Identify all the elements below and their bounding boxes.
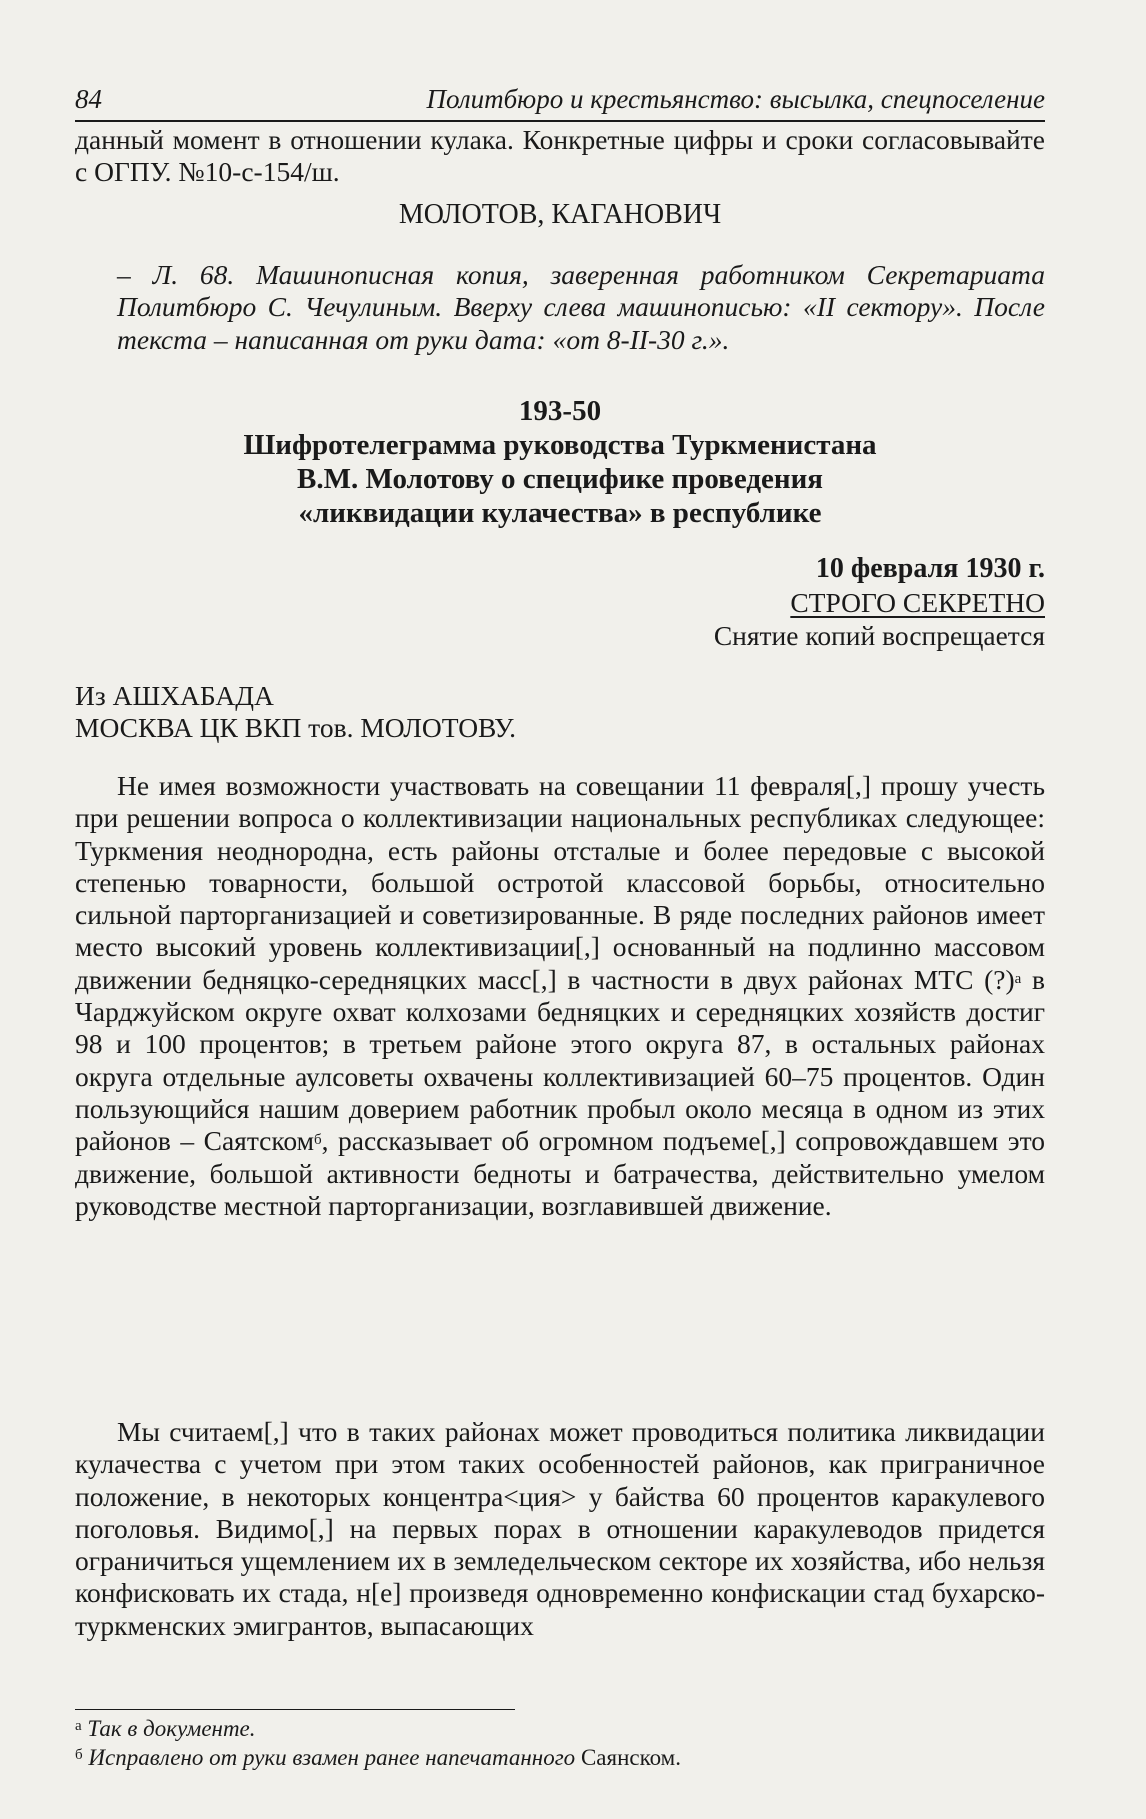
body-paragraph-1: Не имея возможности участвовать на совещании 11 февраля[,] прошу учесть при решении вопроса о коллективизации национальных республиках следующее: Туркмения неоднородна, есть районы отсталые и более передовые с высокой степенью товарности, большой остротой классовой борьбы, относительно сильной парторганизацией и советизированные. В ряде последних районов имеет место высокий уровень коллективизации[,] основанный на подлинно массовом движении бедняцко-середняцких масс[,] в частности в двух районах МТС (?)$^а$ в Чарджуйском округе охват колхозами бедняцких и середняцких хозяйств достиг 98 и 100 процентов; в третьем районе этого округа 87, в остальных районах округа отдельные аулсоветы охвачены коллективизацией 60–75 процентов. Один пользующийся нашим доверием работник пробыл около месяца в одном из этих районов – Саятском$^б$, рассказывает об огромном подъеме[,] сопровождавшем это движение, большой активности бедноты и батрачества, действительно умелом руководстве местной парторганизации, возглавившей движение. [75, 770, 1045, 1221]
classification-stamp [75, 587, 1045, 619]
body-paragraph-2: Мы считаем[,] что в таких районах может проводиться политика ликвидации кулачества с учетом при этом таких особенностей районов, как приграничное положение, в некоторых концентра<ция> у байства 60 процентов каракулевого поголовья. Видимо[,] на первых порах в отношении каракулеводов придется ограничиться ущемлением их в земледельческом секторе их хозяйства, ибо нельзя конфисковать их стада, н[е] произведя одновременно конфискации стад бухарско-туркменских эмигрантов, выпасающих [75, 1416, 1045, 1641]
document-title-line-3: «ликвидации кулачества» в республике [298, 497, 822, 529]
footnote-divider [75, 1709, 515, 1710]
signature: МОЛОТОВ, КАГАНОВИЧ [398, 199, 722, 230]
document-date: 10 февраля 1930 г. [815, 553, 1045, 584]
document-number: 193-50 [518, 395, 602, 427]
sender-line: Из АШХАБАДА [75, 680, 274, 711]
footnote-ref-a: а [1014, 970, 1022, 987]
archival-note: – Л. 68. Машинописная копия, заверенная работником Секретариата Политбюро С. Чечулиным. Вверху слева машинописью: «II сектору». После текста – написанная от руки дата: «от 8-II-30 г.». [117, 259, 1045, 355]
running-title: Политбюро и крестьянство: высылка, спецпоселение [426, 84, 1045, 114]
document-title-line-2: В.М. Молотову о специфике проведения [297, 463, 823, 495]
recipient-line: МОСКВА ЦК ВКП тов. МОЛОТОВУ. [75, 712, 517, 743]
document-title-line-1: Шифротелеграмма руководства Туркменистана [243, 429, 877, 461]
footnote-ref-b: б [313, 1132, 322, 1149]
continuation-text: данный момент в отношении кулака. Конкретные цифры и сроки согласовывайте с ОГПУ. №10-с-154/ш. [75, 124, 1045, 188]
classification-text: СТРОГО СЕКРЕТНО [790, 587, 1045, 618]
copy-notice: Снятие копий воспрещается [713, 620, 1045, 651]
page-number: 84 [75, 84, 102, 114]
footnote-b: $^б$ Исправлено от руки взамен ранее напечатанного Саянском. [75, 1745, 681, 1770]
footnote-a: $^а$ Так в документе. [75, 1716, 256, 1741]
running-header [75, 82, 1045, 122]
